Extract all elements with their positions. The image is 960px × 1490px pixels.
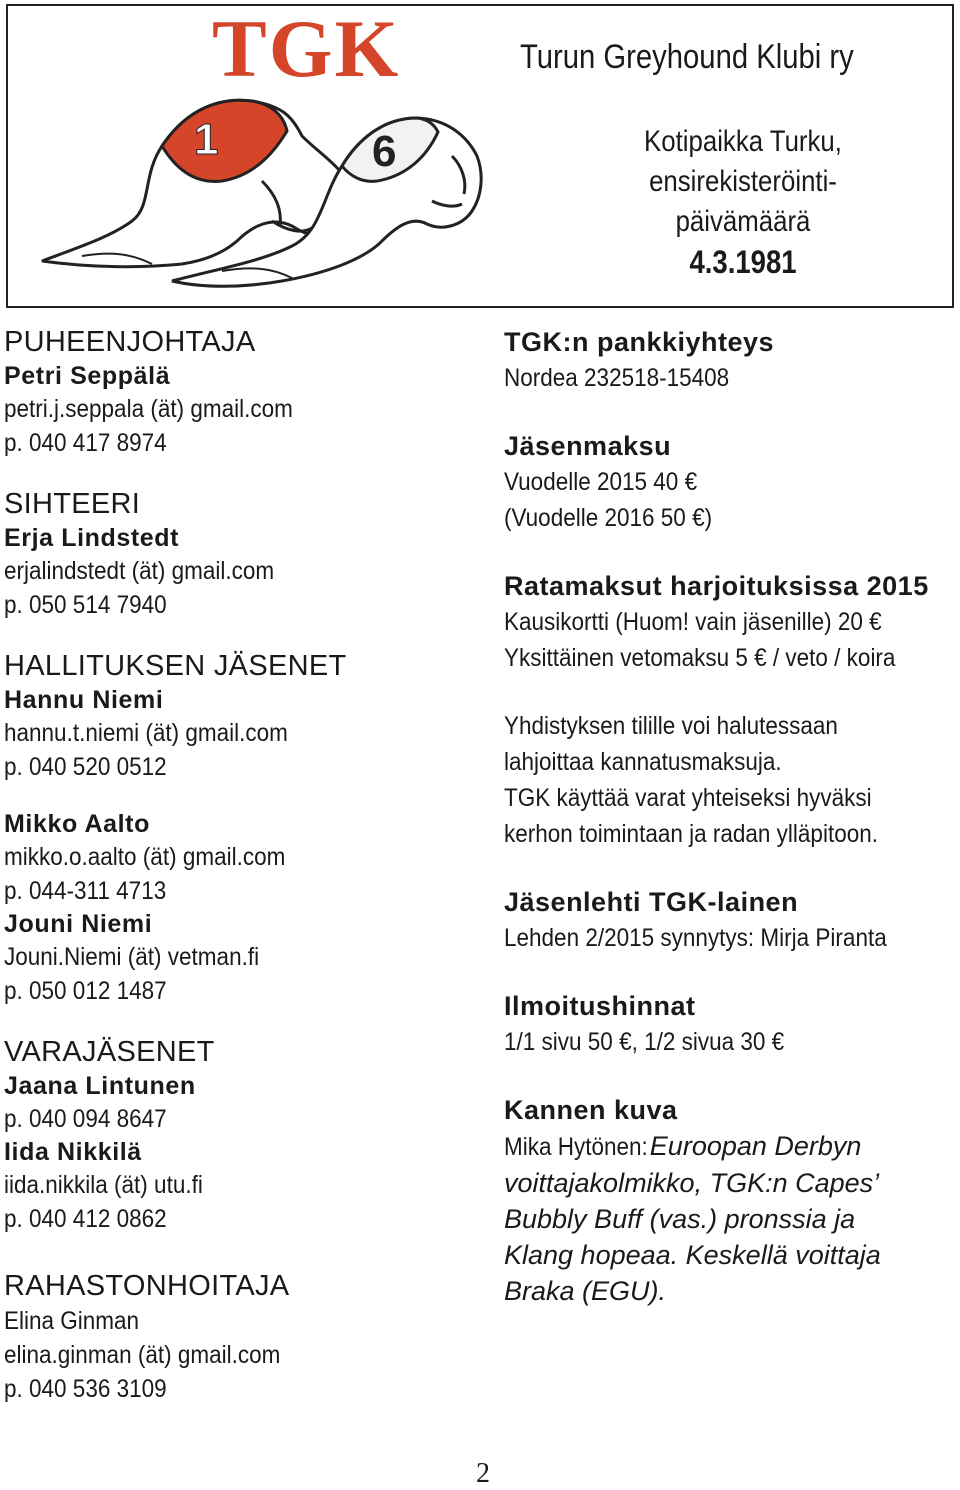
- cover-caption-line: Euroopan Derbyn: [649, 1131, 862, 1161]
- section-heading: Ratamaksut harjoituksissa 2015: [504, 571, 929, 601]
- person-name: Mikko Aalto: [4, 810, 150, 838]
- phone-text: p. 040 520 0512: [4, 753, 167, 781]
- photographer: Mika Hytönen:: [504, 1133, 648, 1161]
- section-caption: VARAJÄSENET: [4, 1036, 215, 1068]
- email-text: mikko.o.aalto (ät) gmail.com: [4, 843, 286, 871]
- chair-section: [4, 324, 474, 460]
- donation-section: [504, 708, 960, 852]
- fee-line: Kausikortti (Huom! vain jäsenille) 20 €: [504, 608, 882, 636]
- person-name: Elina Ginman: [4, 1307, 140, 1335]
- deputies-section: [4, 1034, 474, 1236]
- section-heading: Jäsenlehti TGK-lainen: [504, 887, 799, 917]
- bank-account: Nordea 232518-15408: [504, 364, 730, 392]
- email-text: erjalindstedt (ät) gmail.com: [4, 557, 275, 585]
- registration-date: 4.3.1981: [689, 244, 797, 280]
- page-number: 2: [476, 1458, 490, 1489]
- donation-line: lahjoittaa kannatusmaksuja.: [504, 748, 782, 776]
- person-name: Iida Nikkilä: [4, 1138, 142, 1166]
- home-line: päivämäärä: [675, 205, 811, 238]
- section-heading: Ilmoitushinnat: [504, 991, 696, 1021]
- donation-line: kerhon toimintaan ja radan ylläpitoon.: [504, 820, 878, 848]
- svg-text:1: 1: [194, 115, 219, 164]
- home-line: Kotipaikka Turku,: [644, 125, 842, 158]
- fee-line: Yksittäinen vetomaksu 5 € / veto / koira: [504, 644, 896, 672]
- home-registration-block: [627, 122, 859, 282]
- person-name: Erja Lindstedt: [4, 524, 180, 552]
- treasurer-section: [4, 1268, 474, 1406]
- section-heading: Jäsenmaksu: [504, 431, 672, 461]
- logo-text: TGK: [212, 6, 401, 94]
- board-section: [4, 648, 474, 1008]
- membership-section: [504, 428, 960, 536]
- club-name: Turun Greyhound Klubi ry: [520, 38, 854, 76]
- ads-prices: 1/1 sivu 50 €, 1/2 sivua 30 €: [504, 1028, 785, 1056]
- magazine-line: Lehden 2/2015 synnytys: Mirja Piranta: [504, 924, 887, 952]
- phone-text: p. 044-311 4713: [4, 877, 167, 905]
- donation-line: TGK käyttää varat yhteiseksi hyväksi: [504, 784, 872, 812]
- section-caption: HALLITUKSEN JÄSENET: [4, 650, 347, 682]
- phone-text: p. 050 012 1487: [4, 977, 167, 1005]
- section-caption: RAHASTONHOITAJA: [4, 1270, 290, 1302]
- phone-text: p. 050 514 7940: [4, 591, 167, 619]
- email-text: iida.nikkila (ät) utu.fi: [4, 1171, 203, 1199]
- section-heading: Kannen kuva: [504, 1095, 678, 1125]
- phone-text: p. 040 417 8974: [4, 429, 167, 457]
- person-name: Petri Seppälä: [4, 362, 171, 390]
- person-name: Jouni Niemi: [4, 910, 153, 938]
- section-caption: PUHEENJOHTAJA: [4, 326, 256, 358]
- cover-caption-line: voittajakolmikko, TGK:n Capes’: [504, 1168, 880, 1198]
- person-name: Hannu Niemi: [4, 686, 164, 714]
- secretary-section: [4, 486, 474, 622]
- email-text: elina.ginman (ät) gmail.com: [4, 1341, 281, 1369]
- phone-text: p. 040 094 8647: [4, 1105, 167, 1133]
- info-column: [504, 324, 960, 1309]
- fee-line: Vuodelle 2015 40 €: [504, 468, 698, 496]
- email-text: petri.j.seppala (ät) gmail.com: [4, 395, 293, 423]
- cover-section: [504, 1092, 960, 1309]
- section-heading: TGK:n pankkiyhteys: [504, 327, 775, 357]
- bank-section: [504, 324, 960, 396]
- section-caption: SIHTEERI: [4, 488, 141, 520]
- header-box: [6, 4, 954, 308]
- home-line: ensirekisteröinti-: [649, 165, 837, 198]
- track-fees-section: [504, 568, 960, 676]
- cover-caption-first: [504, 1128, 960, 1165]
- magazine-section: [504, 884, 960, 956]
- cover-caption-line: Braka (EGU).: [504, 1276, 667, 1306]
- ads-section: [504, 988, 960, 1060]
- cover-caption-line: Bubbly Buff (vas.) pronssia ja: [504, 1204, 856, 1234]
- fee-line: (Vuodelle 2016 50 €): [504, 504, 713, 532]
- contacts-column: [4, 324, 474, 1406]
- greyhound-logo: [22, 6, 492, 306]
- phone-text: p. 040 412 0862: [4, 1205, 167, 1233]
- email-text: Jouni.Niemi (ät) vetman.fi: [4, 943, 260, 971]
- cover-caption-line: Klang hopeaa. Keskellä voittaja: [504, 1240, 881, 1270]
- donation-line: Yhdistyksen tilille voi halutessaan: [504, 712, 838, 740]
- email-text: hannu.t.niemi (ät) gmail.com: [4, 719, 288, 747]
- phone-text: p. 040 536 3109: [4, 1375, 167, 1403]
- svg-text:6: 6: [372, 127, 397, 176]
- person-name: Jaana Lintunen: [4, 1072, 196, 1100]
